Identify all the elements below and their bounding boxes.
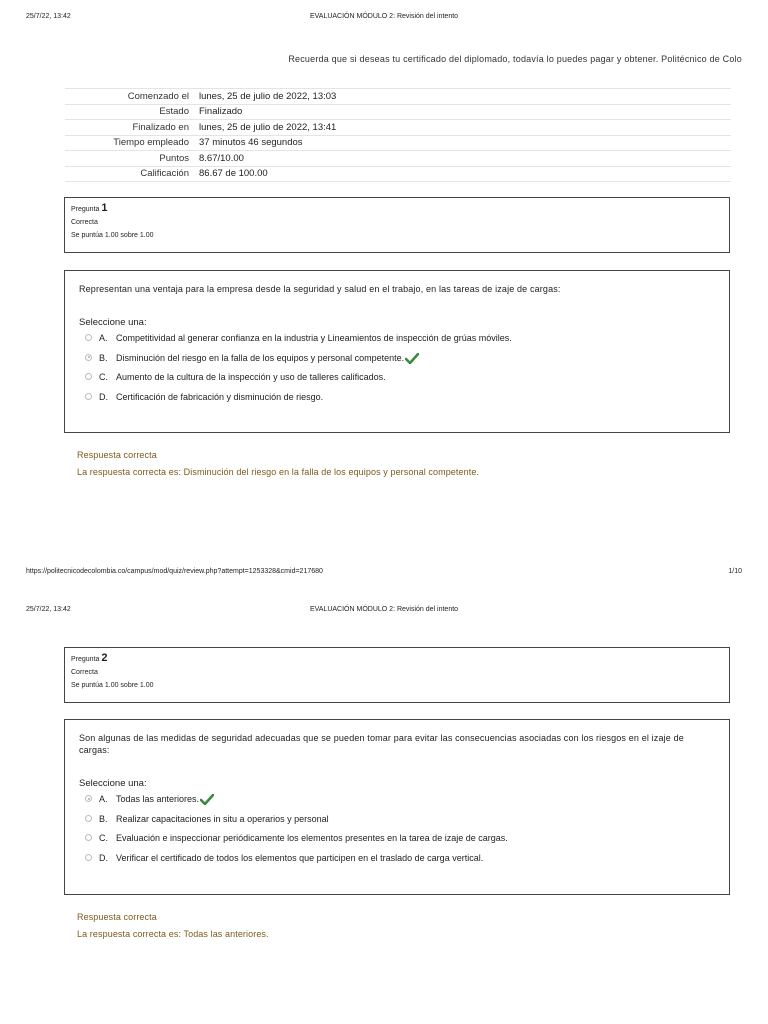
option-text: Verificar el certificado de todos los elementos que participen en el traslado de carga vertical.: [116, 852, 484, 863]
feedback-title: Respuesta correcta: [77, 912, 157, 922]
summary-row: [65, 151, 731, 167]
question-label: Pregunta: [71, 656, 100, 663]
question-2-feedback: [77, 909, 269, 943]
option-b[interactable]: [79, 812, 715, 832]
question-number: 1: [101, 202, 108, 214]
option-a[interactable]: [79, 331, 715, 351]
certificate-banner: Recuerda que si deseas tu certificado del diplomado, todavía lo puedes pagar y obtener. Politécnico de Colo: [288, 54, 742, 64]
option-letter: D.: [99, 852, 108, 863]
option-b[interactable]: [79, 351, 715, 371]
question-score: Se puntúa 1.00 sobre 1.00: [71, 682, 154, 689]
summary-key: Puntos: [65, 151, 195, 167]
option-a[interactable]: [79, 792, 715, 812]
summary-value: 8.67/10.00: [195, 151, 731, 167]
option-d[interactable]: [79, 851, 715, 871]
question-1-content: [64, 270, 730, 433]
radio-button[interactable]: [85, 834, 92, 841]
option-text: Todas las anteriores.: [116, 794, 200, 804]
summary-row: [65, 120, 731, 136]
select-prompt: Seleccione una:: [79, 778, 147, 789]
option-text: Certificación de fabricación y disminución de riesgo.: [116, 391, 324, 402]
option-text: Evaluación e inspeccionar periódicamente los elementos presentes en la tarea de izaje de cargas.: [116, 833, 508, 843]
summary-key: Finalizado en: [65, 120, 195, 136]
option-text: Disminución del riesgo en la falla de los equipos y personal competente.: [116, 352, 405, 363]
summary-value: lunes, 25 de julio de 2022, 13:03: [195, 89, 731, 105]
option-letter: D.: [99, 391, 108, 402]
summary-value: Finalizado: [195, 104, 731, 120]
option-letter: B.: [99, 813, 108, 824]
option-c[interactable]: [79, 370, 715, 390]
summary-key: Estado: [65, 104, 195, 120]
summary-value: 86.67 de 100.00: [195, 166, 731, 182]
print-title: EVALUACIÓN MÓDULO 2: Revisión del intento: [309, 606, 459, 613]
radio-button[interactable]: [85, 815, 92, 822]
summary-row: [65, 89, 731, 105]
summary-value: lunes, 25 de julio de 2022, 13:41: [195, 120, 731, 136]
page-number: 1/10: [728, 568, 742, 575]
feedback-title: Respuesta correcta: [77, 450, 157, 460]
attempt-summary: [65, 88, 731, 182]
question-status: Correcta: [71, 669, 98, 676]
question-text: Representan una ventaja para la empresa desde la seguridad y salud en el trabajo, en las tareas de izaje de cargas:: [79, 284, 561, 294]
question-1-info: [64, 197, 730, 253]
summary-row: [65, 166, 731, 182]
option-letter: C.: [99, 833, 108, 843]
radio-button[interactable]: [85, 334, 92, 341]
select-prompt: Seleccione una:: [79, 317, 147, 328]
option-text: Aumento de la cultura de la inspección y uso de talleres calificados.: [116, 372, 386, 382]
summary-value: 37 minutos 46 segundos: [195, 135, 731, 151]
radio-button[interactable]: [85, 373, 92, 380]
option-letter: A.: [99, 794, 108, 804]
question-1-feedback: [77, 447, 479, 481]
print-title: EVALUACIÓN MÓDULO 2: Revisión del intento: [309, 13, 459, 20]
radio-button-selected[interactable]: [85, 354, 92, 361]
option-c[interactable]: [79, 831, 715, 851]
option-letter: C.: [99, 372, 108, 382]
question-text: Son algunas de las medidas de seguridad adecuadas que se pueden tomar para evitar las consecuencias asociadas con los riesgos en el izaje de cargas:: [79, 733, 684, 755]
print-date: 25/7/22, 13:42: [26, 13, 71, 20]
radio-button[interactable]: [85, 393, 92, 400]
option-text: Realizar capacitaciones in situ a operarios y personal: [116, 813, 329, 824]
question-2-content: [64, 719, 730, 895]
summary-row: [65, 135, 731, 151]
question-label: Pregunta: [71, 206, 100, 213]
feedback-answer: La respuesta correcta es: Disminución del riesgo en la falla de los equipos y personal competente.: [77, 467, 480, 477]
print-date: 25/7/22, 13:42: [26, 606, 71, 613]
radio-button-selected[interactable]: [85, 795, 92, 802]
option-text: Competitividad al generar confianza en la industria y Lineamientos de inspección de grúas móviles.: [116, 333, 512, 343]
option-letter: B.: [99, 352, 108, 363]
question-status: Correcta: [71, 219, 98, 226]
summary-key: Comenzado el: [65, 89, 195, 105]
question-score: Se puntúa 1.00 sobre 1.00: [71, 232, 154, 239]
page-url: https://politecnicodecolombia.co/campus/mod/quiz/review.php?attempt=1253328&cmid=217680: [26, 568, 323, 575]
correct-check-icon: [405, 353, 419, 364]
summary-key: Tiempo empleado: [65, 135, 195, 151]
summary-key: Calificación: [65, 166, 195, 182]
correct-check-icon: [200, 794, 214, 805]
radio-button[interactable]: [85, 854, 92, 861]
option-letter: A.: [99, 333, 108, 343]
question-number: 2: [101, 652, 108, 664]
summary-row: [65, 104, 731, 120]
option-d[interactable]: [79, 390, 715, 410]
feedback-answer: La respuesta correcta es: Todas las anteriores.: [77, 929, 269, 939]
question-2-info: [64, 647, 730, 703]
